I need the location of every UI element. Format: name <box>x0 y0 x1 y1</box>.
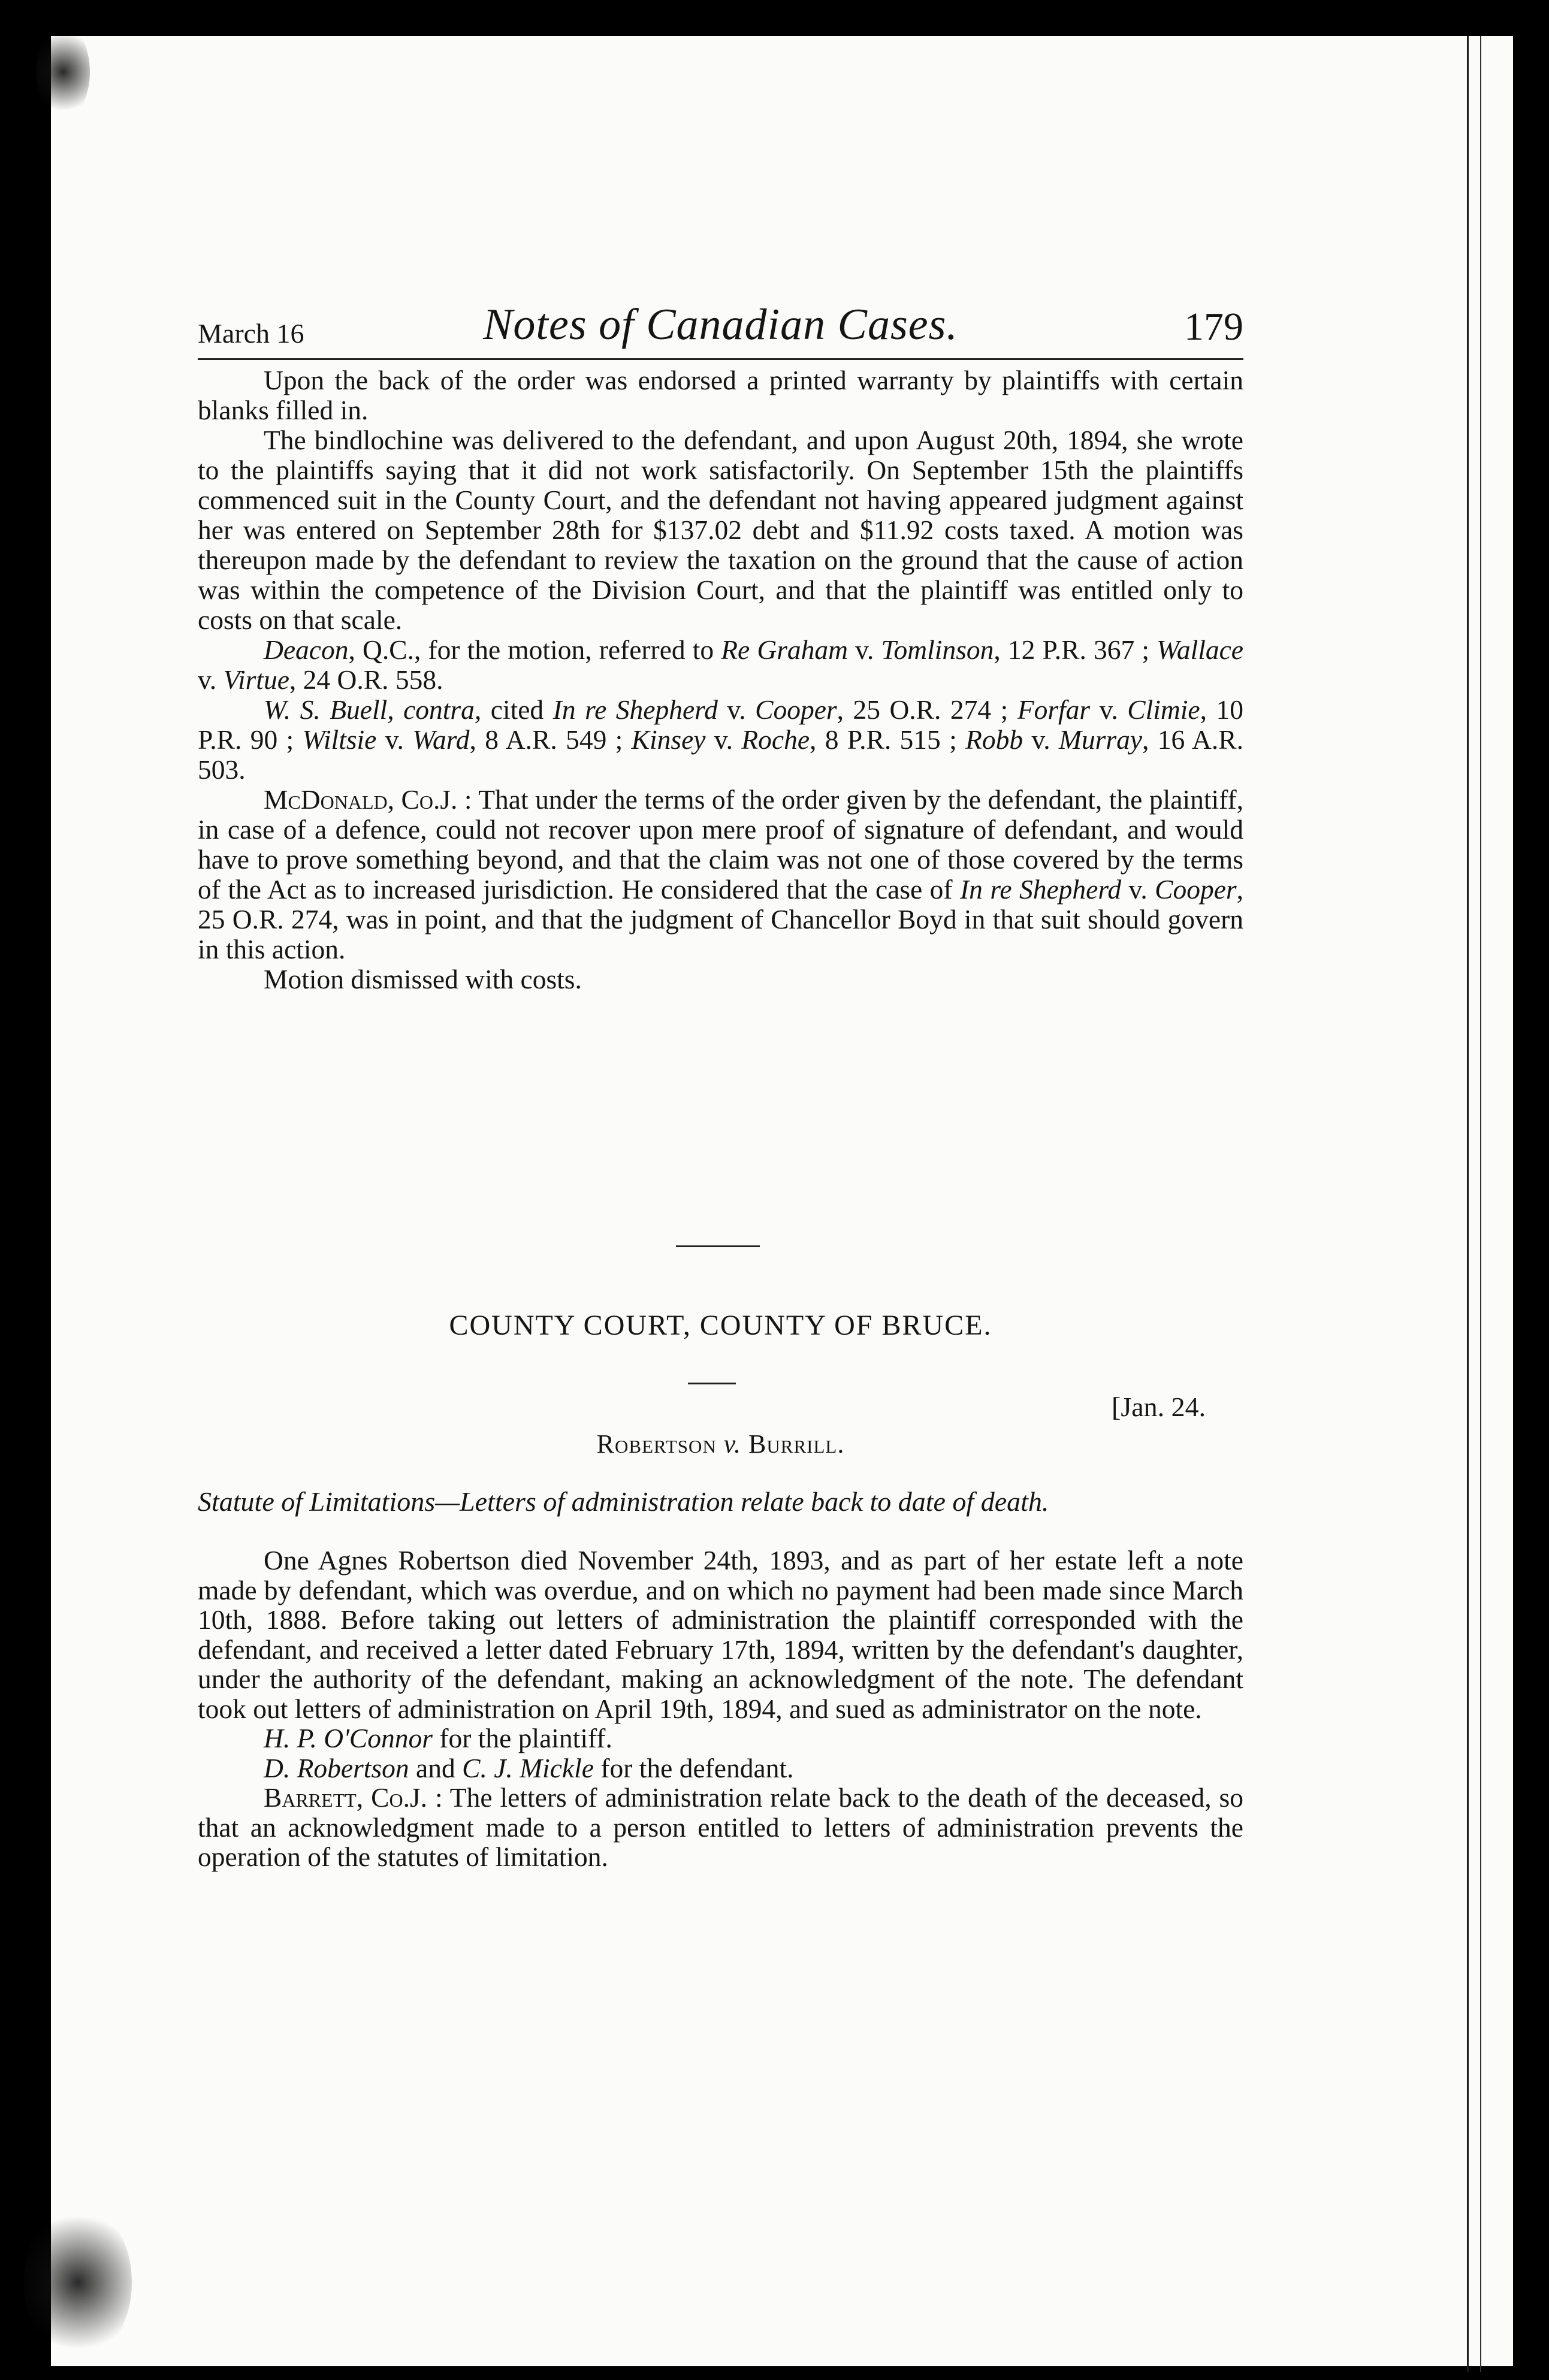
section-separator <box>688 1383 736 1384</box>
counsel-paragraph: W. S. Buell, contra, cited In re Shepherd v. Cooper, 25 O.R. 274 ; Forfar v. Climie, 10 P.R. 90 ; Wiltsie v. Ward, 8 A.R. 549 ; Kinsey v. Roche, 8 P.R. 515 ; Robb v. Murray, 16 A.R. 503. <box>198 694 1244 785</box>
page-edge-line <box>1467 36 1469 2372</box>
header-date: March 16 <box>198 318 304 349</box>
judgment-paragraph: McDonald, Co.J. : That under the terms of the order given by the defendant, the plaintiff, in case of a defence, could not recover upon mere proof of signature of defendant, and would have to prove something beyond, and that the claim was not one of those covered by the terms of the Act as to increased jurisdiction. He considered that the case of In re Shepherd v. Cooper, 25 O.R. 274, was in point, and that the judgment of Chancellor Boyd in that suit should govern in this action. <box>198 784 1244 964</box>
scan-smudge <box>36 24 90 120</box>
case2-body <box>198 1546 1243 1872</box>
counsel-paragraph: D. Robertson and C. J. Mickle for the defendant. <box>264 1752 794 1783</box>
page-number: 179 <box>1184 305 1243 349</box>
disposition: Motion dismissed with costs. <box>264 964 582 994</box>
counsel-paragraph: H. P. O'Connor for the plaintiff. <box>264 1723 612 1753</box>
section-separator <box>676 1245 760 1247</box>
case-name: Robertson v. Burrill. <box>596 1429 845 1459</box>
scan-smudge <box>24 2204 132 2360</box>
running-header <box>198 300 1243 365</box>
court-heading: COUNTY COURT, COUNTY OF BRUCE. <box>449 1310 992 1341</box>
running-title: Notes of Canadian Cases. <box>483 300 958 349</box>
judgment-paragraph: Barrett, Co.J. : The letters of administration relate back to the death of the deceased, so that an acknowledgment made to a person entitled to letters of administration prevents the operation of the statutes of limitation. <box>198 1782 1243 1872</box>
paragraph: Upon the back of the order was endorsed a printed warranty by plaintiffs with certain blanks filled in. <box>198 365 1243 425</box>
counsel-paragraph: Deacon, Q.C., for the motion, referred to Re Graham v. Tomlinson, 12 P.R. 367 ; Wallace v. Virtue, 24 O.R. 558. <box>198 634 1243 695</box>
header-rule <box>198 358 1243 360</box>
paragraph: The bindlochine was delivered to the defendant, and upon August 20th, 1894, she wrote to the plaintiffs saying that it did not work satisfactorily. On September 15th the plaintiffs commenced suit in the County Court, and the defendant not having appeared judgment against her was entered on September 28th for $137.02 debt and $11.92 costs taxed. A motion was thereupon made by the defendant to review the taxation on the ground that the cause of action was within the competence of the Division Court, and that the plaintiff was entitled only to costs on that scale. <box>198 425 1243 635</box>
case1-body <box>198 365 1243 994</box>
facts-paragraph: One Agnes Robertson died November 24th, 1893, and as part of her estate left a note made by defendant, which was overdue, and on which no payment had been made since March 10th, 1888. Before taking out letters of administration the plaintiff corresponded with the defendant, and received a letter dated February 17th, 1894, written by the defendant's daughter, under the authority of the defendant, making an acknowledgment of the note. The defendant took out letters of administration on April 19th, 1894, and sued as administrator on the note. <box>198 1545 1243 1724</box>
case-date: [Jan. 24. <box>1112 1392 1206 1422</box>
headnote: Statute of Limitations—Letters of administration relate back to date of death. <box>198 1486 1049 1517</box>
page-edge-line <box>1480 36 1481 2372</box>
